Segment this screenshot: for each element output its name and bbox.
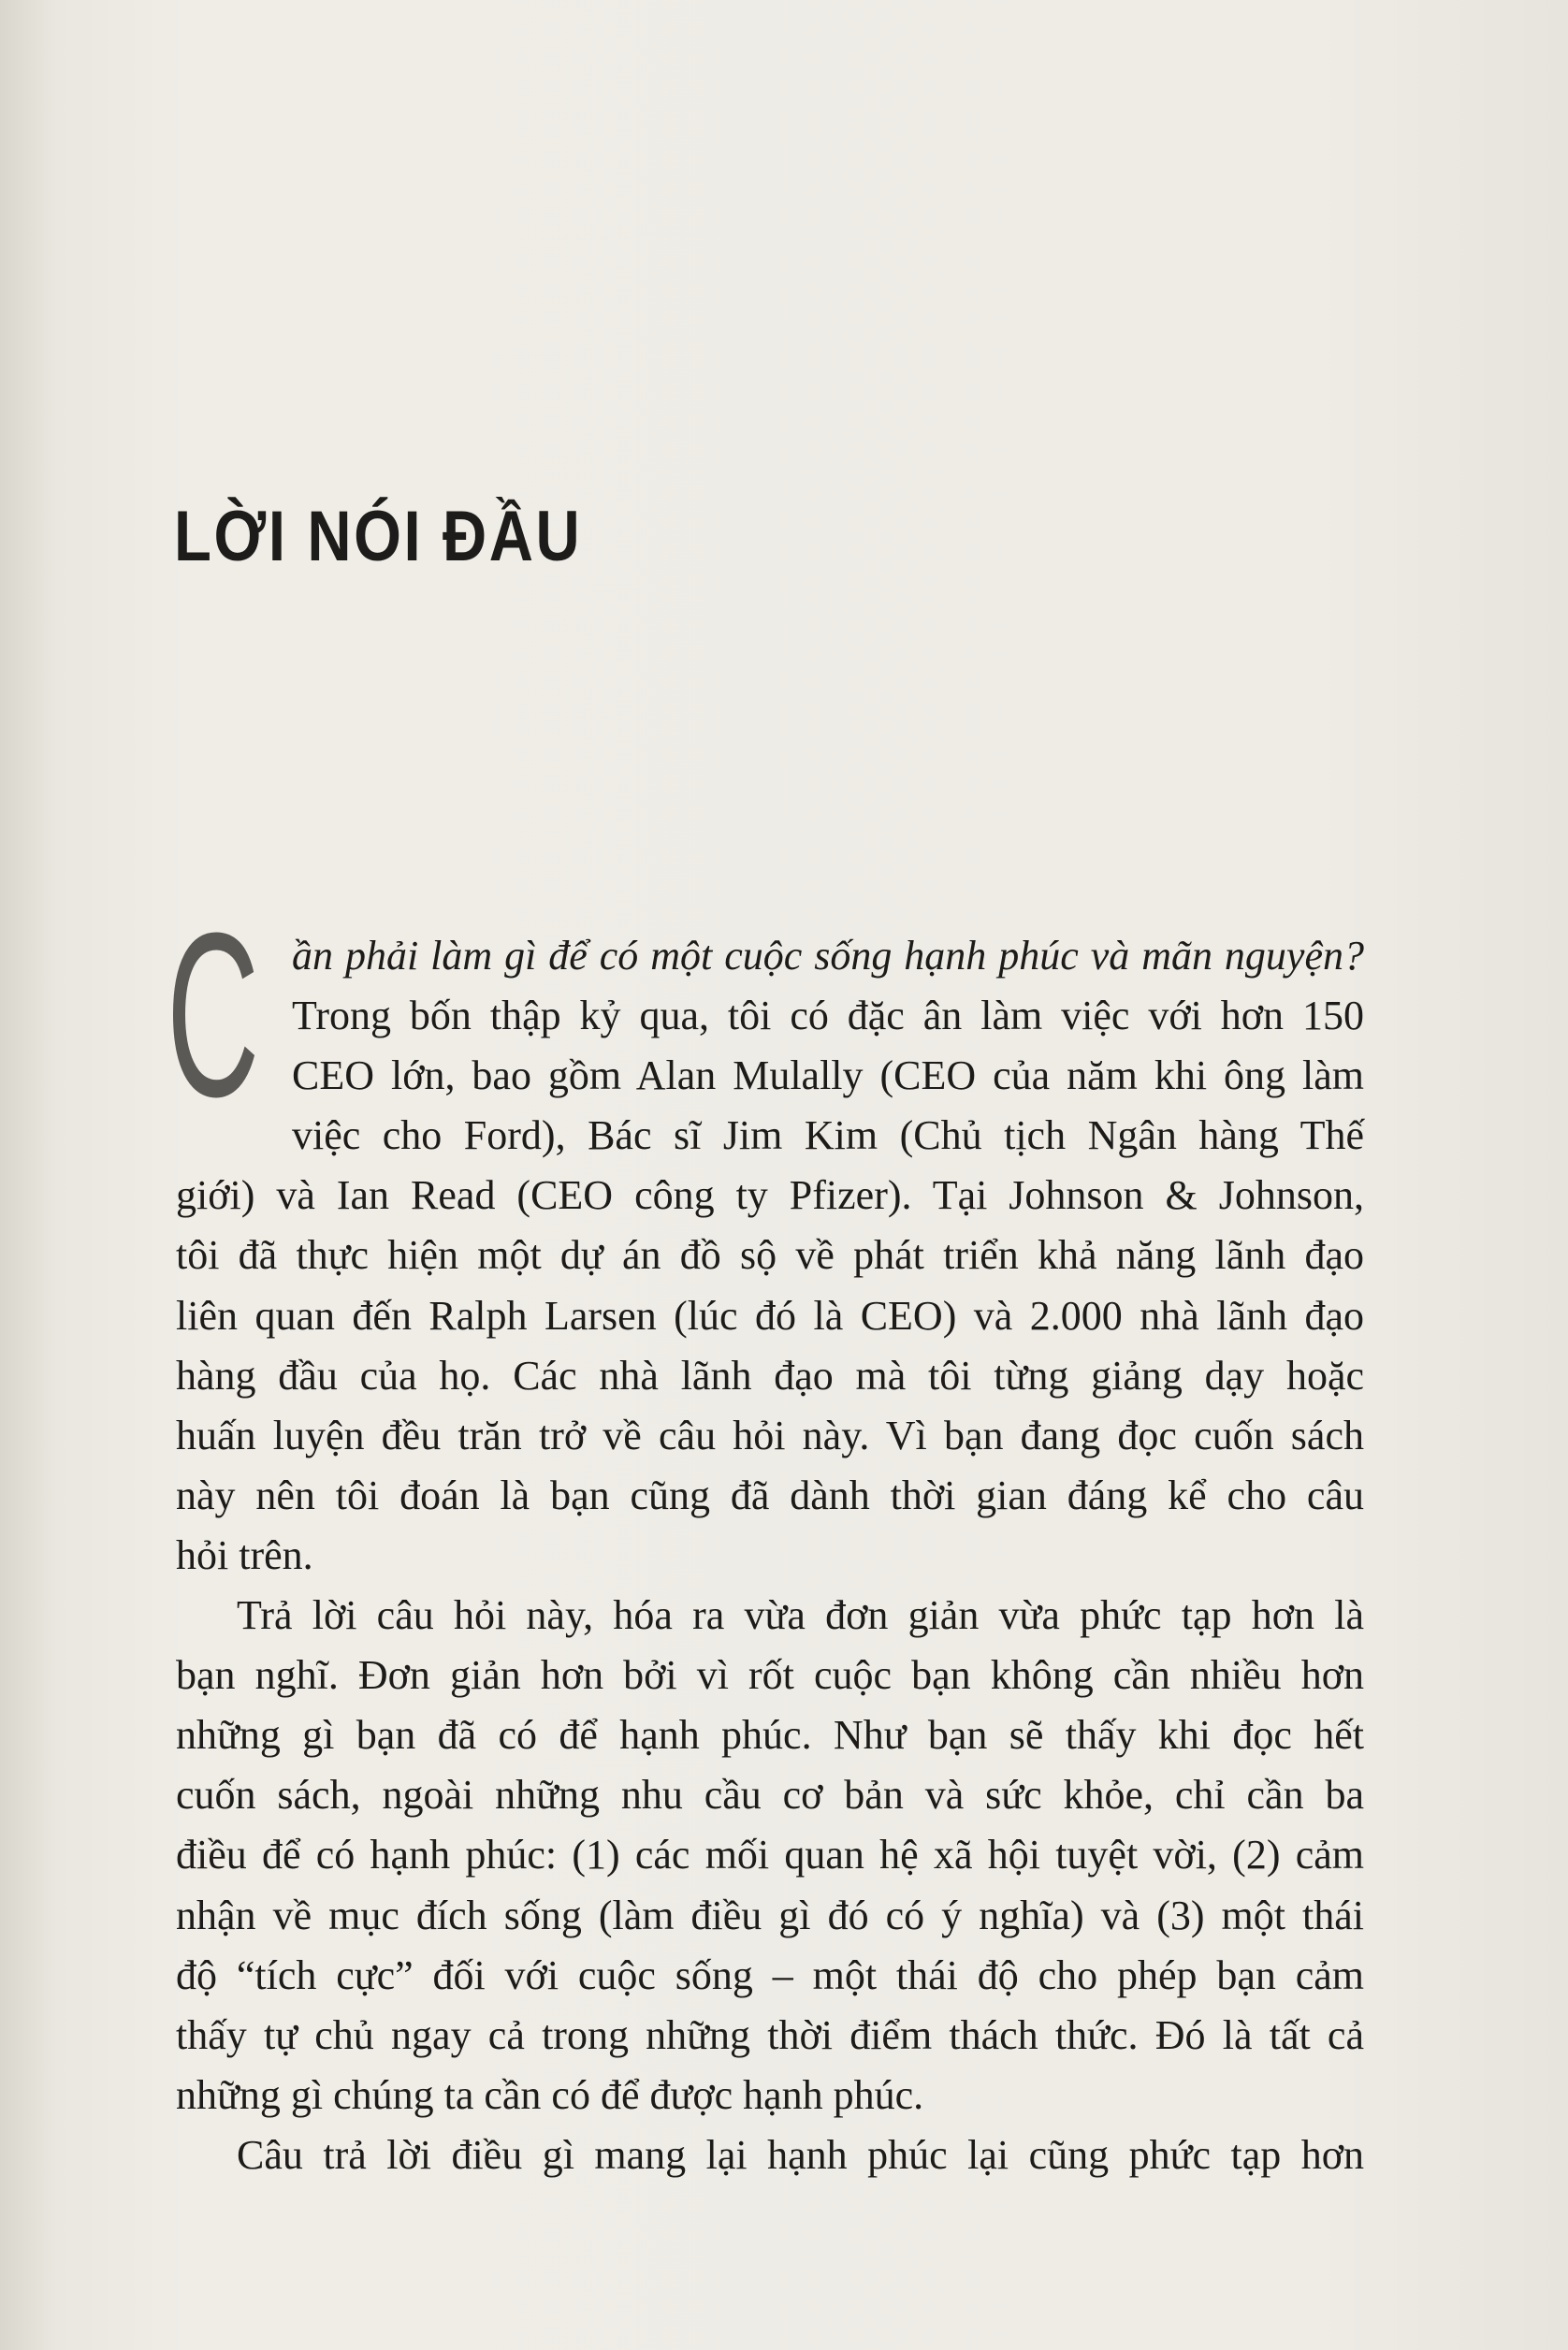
text-line: Trả lời câu hỏi này, hóa ra vừa đơn giản vừa phức tạp hơn là	[237, 1592, 1364, 1639]
text-line: ần phải làm gì để có một cuộc sống hạnh phúc và mãn nguyện?	[292, 933, 1364, 979]
text-line: việc cho Ford), Bác sĩ Jim Kim (Chủ tịch Ngân hàng Thế	[292, 1112, 1364, 1159]
text-line: giới) và Ian Read (CEO công ty Pfizer). Tại Johnson & Johnson,	[176, 1172, 1364, 1219]
text-line: hàng đầu của họ. Các nhà lãnh đạo mà tôi từng giảng dạy hoặc	[176, 1352, 1364, 1399]
text-line: nhận về mục đích sống (làm điều gì đó có ý nghĩa) và (3) một thái	[176, 1892, 1364, 1938]
text-line: liên quan đến Ralph Larsen (lúc đó là CEO) và 2.000 nhà lãnh đạo	[176, 1292, 1364, 1339]
text-line: điều để có hạnh phúc: (1) các mối quan hệ xã hội tuyệt vời, (2) cảm	[176, 1832, 1364, 1879]
chapter-heading: LỜI NÓI ĐẦU	[174, 497, 583, 576]
text-line: này nên tôi đoán là bạn cũng đã dành thời gian đáng kể cho câu	[176, 1472, 1364, 1518]
text-line: thấy tự chủ ngay cả trong những thời điểm thách thức. Đó là tất cả	[176, 2011, 1364, 2058]
text-line: Trong bốn thập kỷ qua, tôi có đặc ân làm việc với hơn 150	[292, 993, 1364, 1039]
text-line: cuốn sách, ngoài những nhu cầu cơ bản và sức khỏe, chỉ cần ba	[176, 1772, 1364, 1819]
drop-cap: C	[167, 884, 260, 1145]
body-text	[176, 926, 1364, 2185]
text-line: tôi đã thực hiện một dự án đồ sộ về phát triển khả năng lãnh đạo	[176, 1232, 1364, 1279]
text-line: những gì chúng ta cần có để được hạnh phúc.	[176, 2071, 924, 2118]
text-line: huấn luyện đều trăn trở về câu hỏi này. Vì bạn đang đọc cuốn sách	[176, 1412, 1364, 1458]
text-line: Câu trả lời điều gì mang lại hạnh phúc lại cũng phức tạp hơn	[237, 2131, 1364, 2178]
text-line: CEO lớn, bao gồm Alan Mulally (CEO của năm khi ông làm	[292, 1052, 1364, 1099]
text-line: hỏi trên.	[176, 1531, 313, 1578]
text-line: những gì bạn đã có để hạnh phúc. Như bạn sẽ thấy khi đọc hết	[176, 1712, 1364, 1759]
text-line: bạn nghĩ. Đơn giản hơn bởi vì rốt cuộc bạn không cần nhiều hơn	[176, 1652, 1364, 1699]
text-line: độ “tích cực” đối với cuộc sống – một thái độ cho phép bạn cảm	[176, 1951, 1364, 1998]
